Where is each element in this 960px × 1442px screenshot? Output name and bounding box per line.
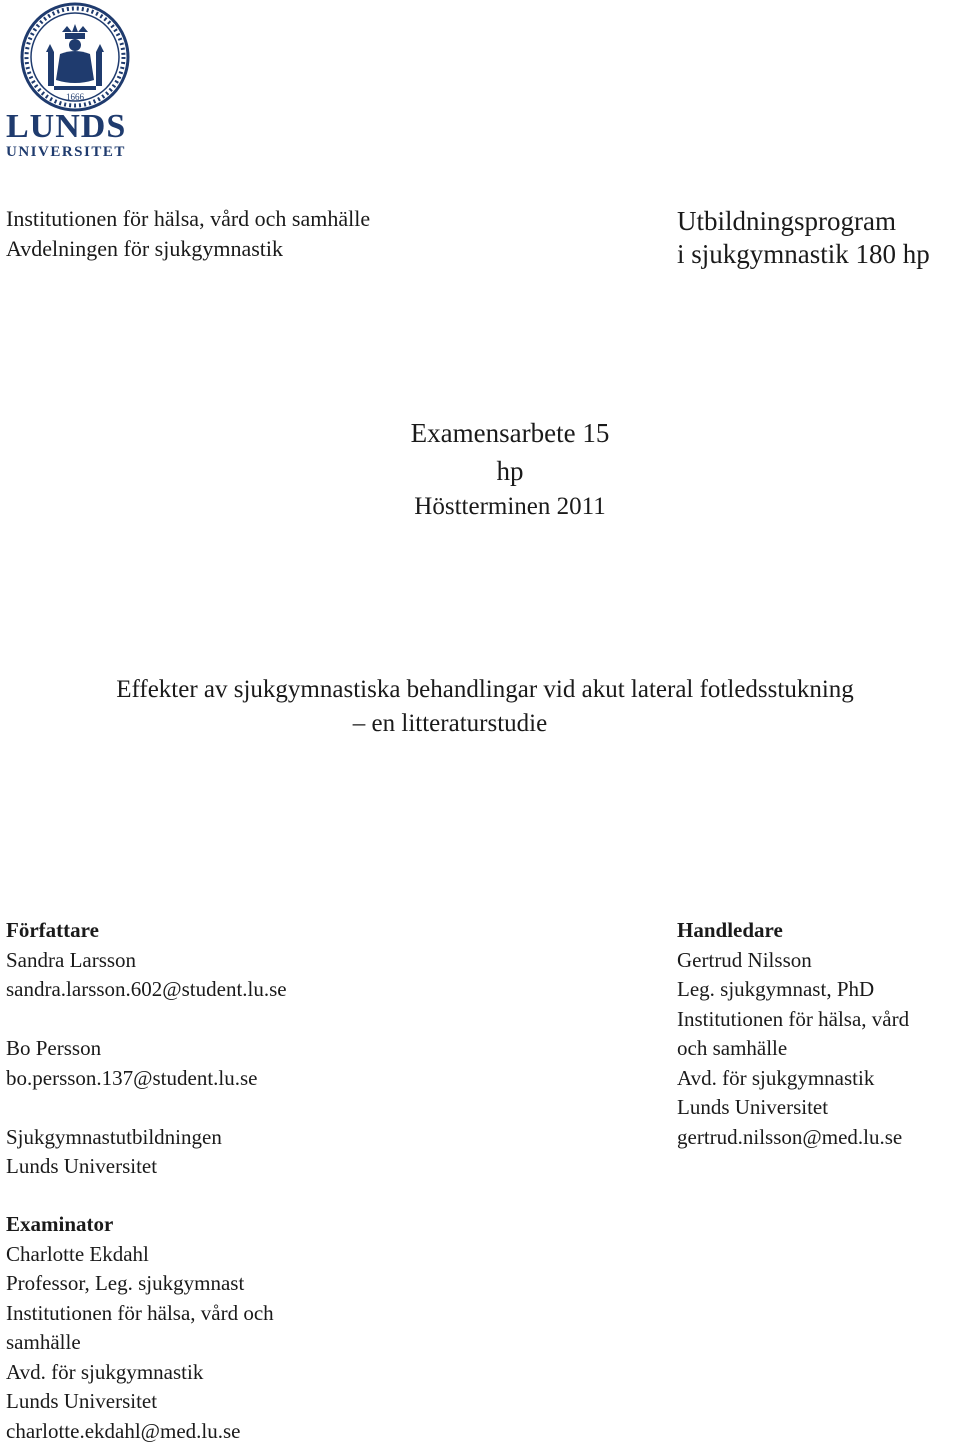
- supervisor-division: Avd. för sjukgymnastik: [677, 1065, 875, 1090]
- supervisor-institution-line-1: Institutionen för hälsa, vård: [677, 1006, 910, 1031]
- logo-wordmark: [6, 110, 146, 160]
- supervisor-institution-line-2: och samhälle: [677, 1036, 788, 1060]
- logo-wordmark-top: LUNDS: [6, 108, 127, 145]
- thesis-title-block: [0, 673, 960, 741]
- author-2-email: bo.persson.137@student.lu.se: [6, 1065, 258, 1090]
- exam-title-line-1: Examensarbete 15: [410, 418, 610, 448]
- supervisor-label: Handledare: [677, 918, 783, 942]
- authors-section: [6, 916, 426, 1182]
- supervisor-section: [677, 916, 960, 1152]
- supervisor-title: Leg. sjukgymnast, PhD: [677, 977, 875, 1001]
- thesis-title: Effekter av sjukgymnastiska behandlingar vid akut lateral fotledsstukning: [116, 676, 854, 703]
- program-line-1: Utbildningsprogram: [677, 206, 896, 236]
- examiner-label: Examinator: [6, 1212, 114, 1236]
- supervisor-email: gertrud.nilsson@med.lu.se: [677, 1124, 903, 1149]
- institution-name: Institutionen för hälsa, vård och samhälle: [6, 206, 371, 231]
- author-2-name: Bo Persson: [6, 1036, 102, 1060]
- spacer: [6, 1005, 426, 1035]
- exam-term: Höstterminen 2011: [414, 493, 606, 520]
- examiner-email: charlotte.ekdahl@med.lu.se: [6, 1418, 241, 1442]
- exam-info: [330, 414, 690, 524]
- thesis-subtitle: – en litteraturstudie: [352, 710, 548, 737]
- authors-label: Författare: [6, 918, 99, 942]
- exam-title-line-2: hp: [496, 456, 524, 486]
- university-logo: [4, 0, 144, 165]
- examiner-university: Lunds Universitet: [6, 1389, 158, 1413]
- program-line-2: i sjukgymnastik 180 hp: [677, 239, 930, 269]
- author-1-name: Sandra Larsson: [6, 947, 137, 972]
- authors-program: Sjukgymnastutbildningen: [6, 1124, 222, 1149]
- examiner-institution-line-2: samhälle: [6, 1330, 81, 1354]
- logo-wordmark-bottom: UNIVERSITET: [6, 144, 126, 160]
- examiner-name: Charlotte Ekdahl: [6, 1241, 149, 1266]
- division-name: Avdelningen för sjukgymnastik: [6, 236, 283, 261]
- examiner-division: Avd. för sjukgymnastik: [6, 1359, 204, 1384]
- seal-year: 1666: [66, 92, 84, 102]
- examiner-title: Professor, Leg. sjukgymnast: [6, 1271, 245, 1295]
- supervisor-university: Lunds Universitet: [677, 1095, 829, 1119]
- authors-university: Lunds Universitet: [6, 1154, 158, 1178]
- examiner-institution-line-1: Institutionen för hälsa, vård och: [6, 1300, 274, 1325]
- author-1-email: sandra.larsson.602@student.lu.se: [6, 977, 287, 1001]
- spacer: [6, 1093, 426, 1123]
- institution-header: [6, 204, 370, 264]
- university-seal-icon: [20, 2, 130, 112]
- examiner-section: [6, 1210, 426, 1442]
- supervisor-name: Gertrud Nilsson: [677, 947, 812, 972]
- program-header: [677, 205, 930, 271]
